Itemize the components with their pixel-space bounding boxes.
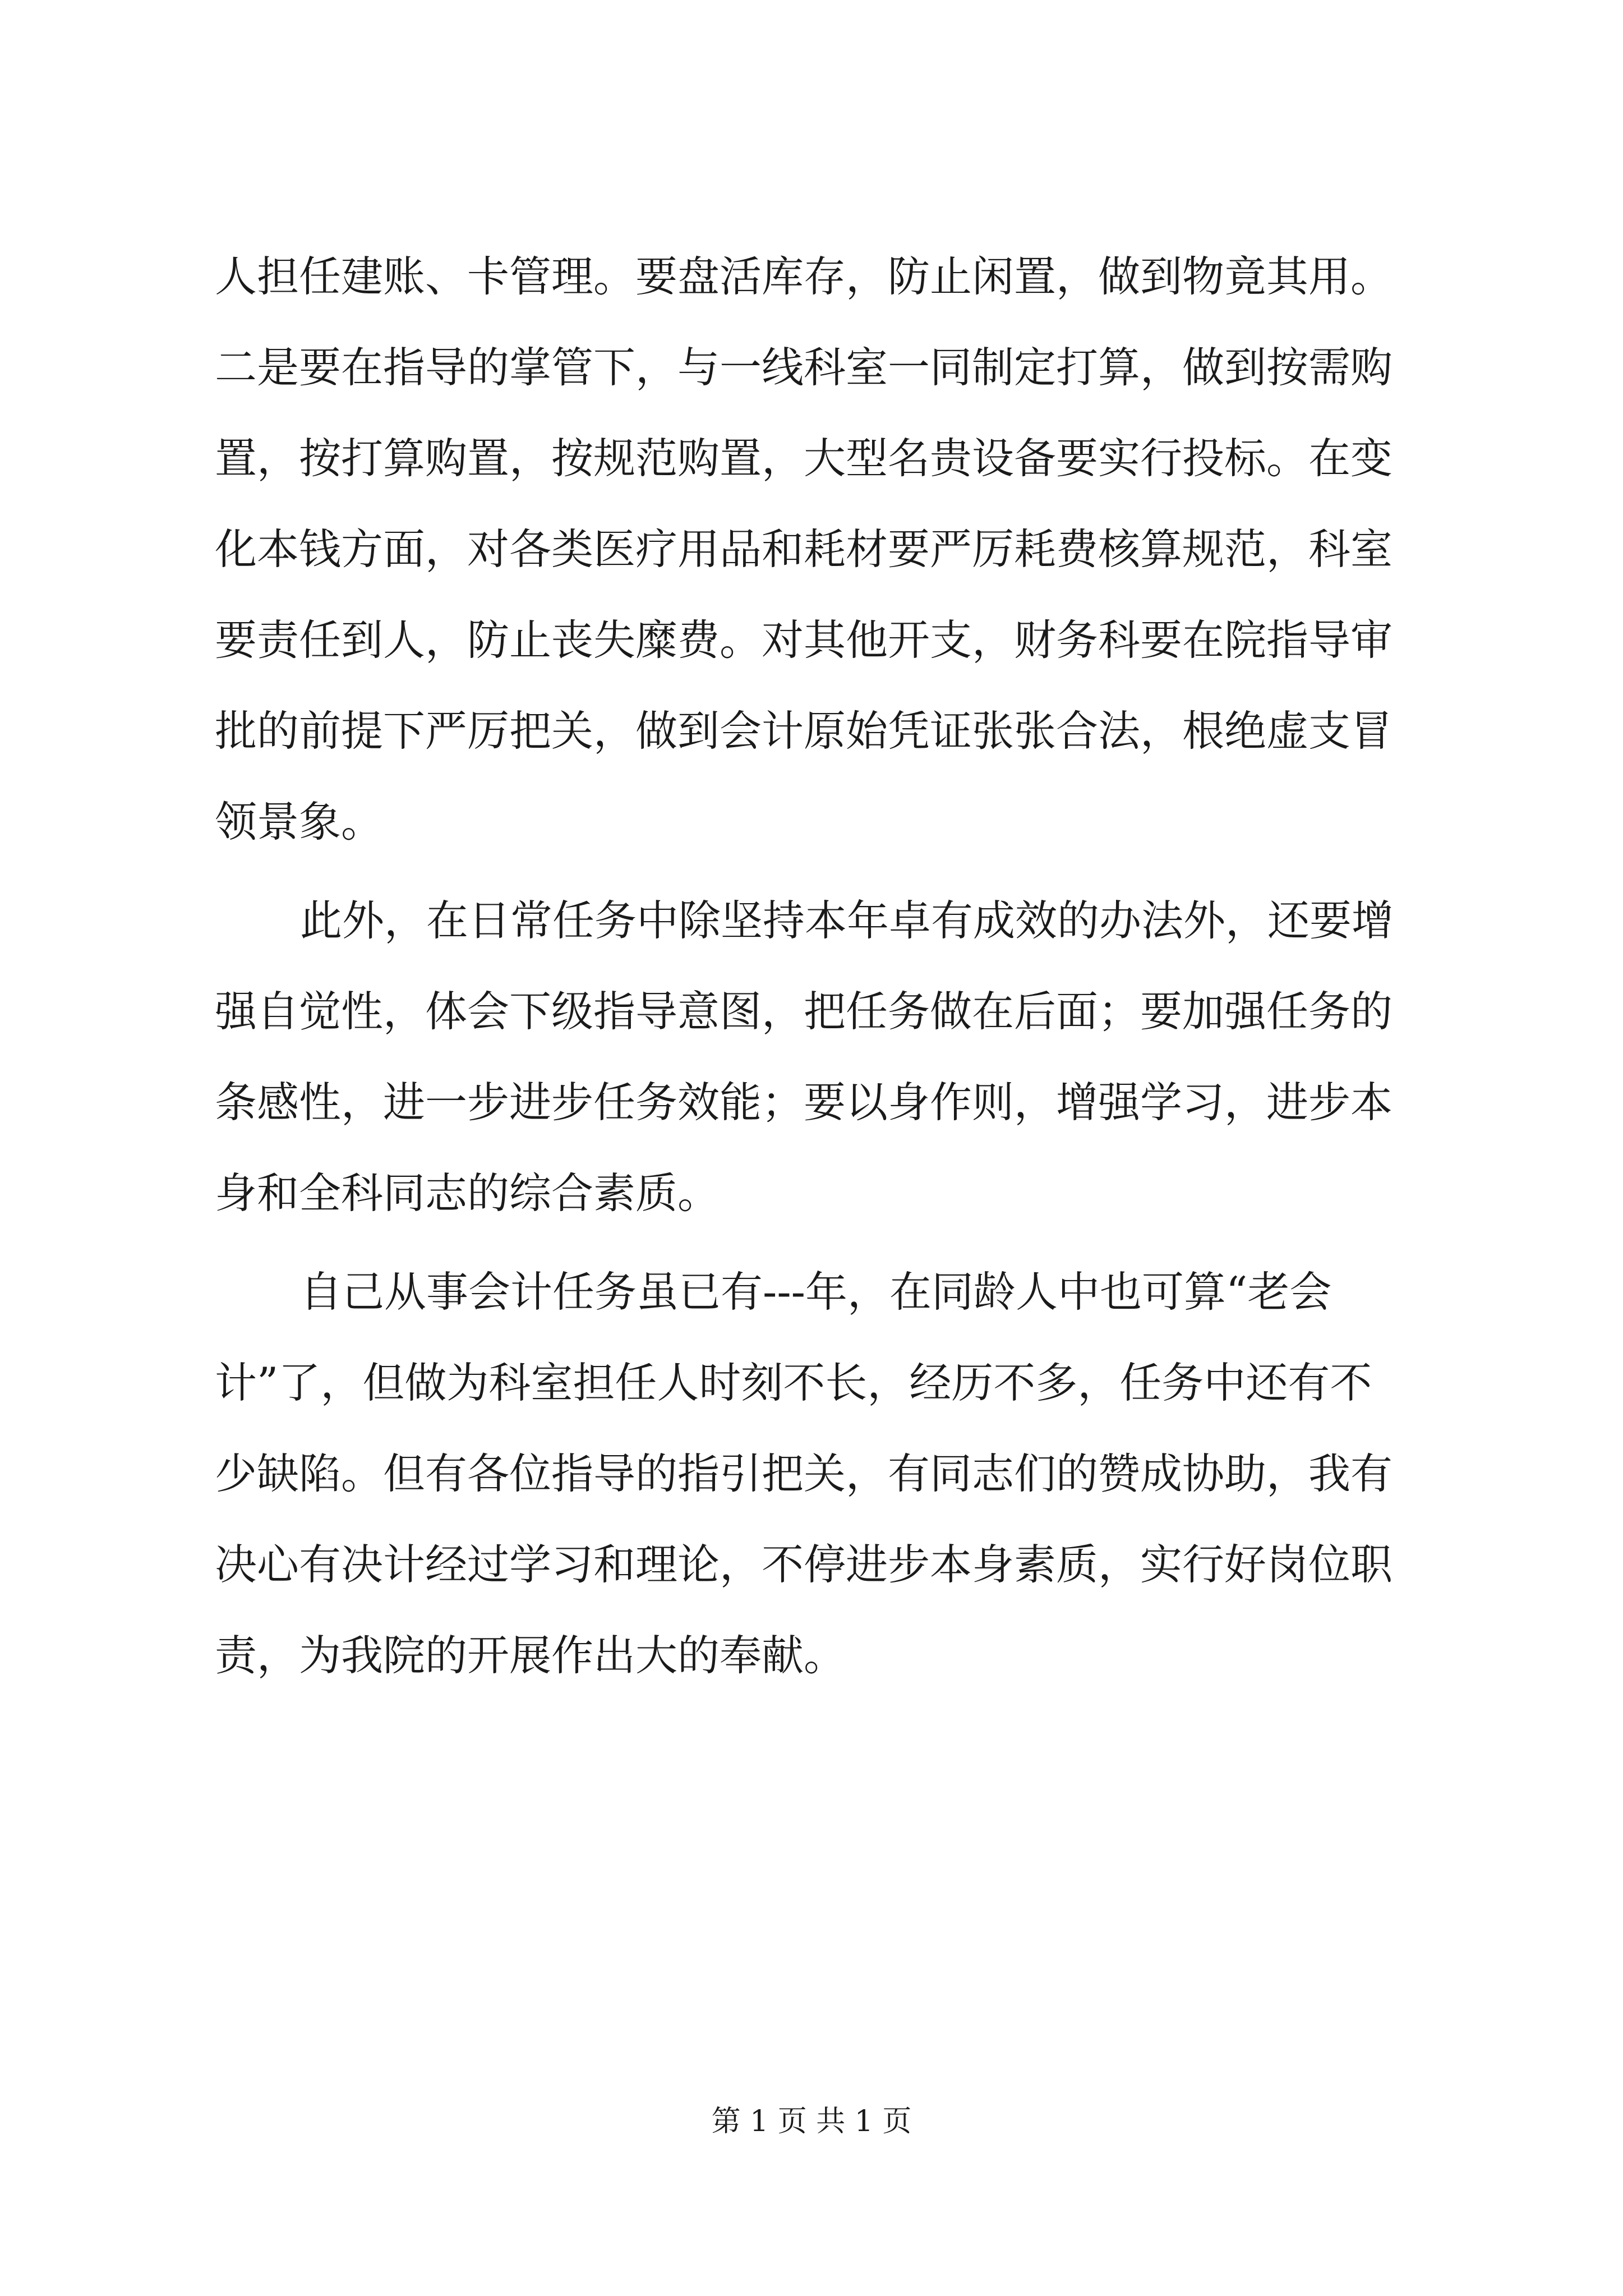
text-line: 少缺陷。但有各位指导的指引把关，有同志们的赞成协助，我有 [215,1449,1393,1498]
text-line: 责，为我院的开展作出大的奉献。 [215,1631,846,1680]
text-line: 二是要在指导的掌管下，与一线科室一同制定打算，做到按需购 [215,343,1393,392]
text-line: 要责任到人，防止丧失糜费。对其他开支，财务科要在院指导审 [215,615,1393,665]
page-number-footer: 第 1 页 共 1 页 [711,2105,912,2138]
text-line: 决心有决计经过学习和理论，不停进步本身素质，实行好岗位职 [215,1540,1393,1589]
text-line: 强自觉性，体会下级指导意图，把任务做在后面；要加强任务的 [215,987,1393,1036]
text-line: 条感性，进一步进步任务效能；要以身作则，增强学习，进步本 [215,1078,1393,1127]
paragraph-work-improvement [215,875,1426,1239]
paragraph-continued [215,231,1426,867]
text-line: 领景象。 [215,797,384,846]
paragraph-closing [215,1246,1426,1701]
text-line: 计”了，但做为科室担任人时刻不长，经历不多，任务中还有不 [215,1358,1372,1407]
document-body [215,231,1426,1701]
text-line: 此外，在日常任务中除坚持本年卓有成效的办法外，还要增 [300,896,1394,945]
paragraph-spacer [215,867,1426,875]
paragraph-spacer [215,1239,1426,1246]
text-line: 置，按打算购置，按规范购置，大型名贵设备要实行投标。在变 [215,434,1393,483]
text-line: 批的前提下严厉把关，做到会计原始凭证张张合法，根绝虚支冒 [215,706,1393,756]
text-line: 身和全科同志的综合素质。 [215,1168,720,1218]
text-line: 人担任建账、卡管理。要盘活库存，防止闲置，做到物竟其用。 [215,252,1393,301]
text-line: 自己从事会计任务虽已有---年，在同龄人中也可算“老会 [300,1267,1332,1317]
text-line: 化本钱方面，对各类医疗用品和耗材要严厉耗费核算规范，科室 [215,524,1393,574]
